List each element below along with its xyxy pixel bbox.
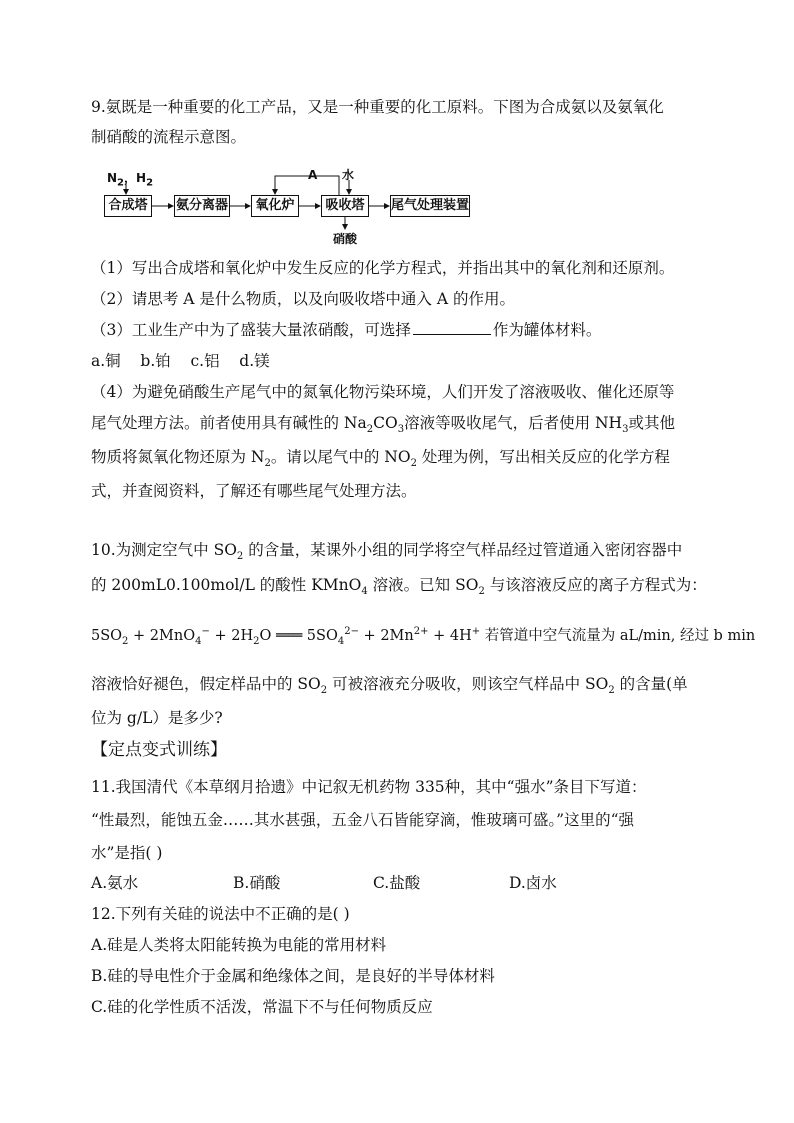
- q11-option-a[interactable]: A.氨水: [91, 874, 139, 892]
- q9-stem-line2: 制硝酸的流程示意图。: [91, 128, 247, 146]
- box-absorption-tower: 吸收塔: [321, 195, 369, 217]
- q12-option-b[interactable]: B.硅的导电性介于金属和绝缘体之间，是良好的半导体材料: [91, 967, 495, 985]
- q9-options: [91, 351, 270, 371]
- q9-option-d[interactable]: d.镁: [239, 352, 270, 370]
- q9-part1: （1）写出合成塔和氧化炉中发生反应的化学方程式，并指出其中的氧化剂和还原剂。: [91, 259, 675, 277]
- q9-option-c[interactable]: c.铝: [190, 352, 220, 370]
- label-a: A: [308, 168, 318, 182]
- q11-option-d[interactable]: D.卤水: [509, 874, 557, 892]
- q10-line1: 10.为测定空气中 $SO_2$ 的含量，某课外小组的同学将空气样品经过管道通入密闭容器中: [91, 541, 683, 563]
- q9-part4-line1: （4）为避免硝酸生产尾气中的氮氧化物污染环境，人们开发了溶液吸收、催化还原等: [91, 383, 675, 401]
- box-tail-gas-device: 尾气处理装置: [390, 195, 470, 217]
- diagram-arrows: [0, 0, 794, 260]
- q9-option-a[interactable]: a.铜: [91, 352, 121, 370]
- section-heading: 【定点变式训练】: [91, 740, 227, 760]
- q10-line5: 位为 g/L）是多少?: [91, 709, 223, 727]
- box-oxidation-furnace: 氧化炉: [251, 195, 299, 217]
- answer-blank[interactable]: [413, 320, 491, 335]
- q9-stem-line1: 9.氨既是一种重要的化工产品，又是一种重要的化工原料。下图为合成氨以及氨氧化: [91, 98, 664, 116]
- diagram-inputs: $N_2$，$H_2$: [107, 171, 154, 189]
- q11-line3: 水”是指( ): [91, 844, 163, 862]
- q11-line1: 11.我国清代《本草纲月拾遗》中记叙无机药物 335种，其中“强水”条目下写道：: [91, 778, 647, 796]
- q10-equation: $5SO_2 + 2MnO_4^- + 2H_2O$ ═══ $5SO_4^{2-} + 2Mn^{2+} + 4H^+$ 若管道中空气流量为 aL/min, 经过 b min: [91, 626, 756, 647]
- q9-part2: （2）请思考 A 是什么物质，以及向吸收塔中通入 A 的作用。: [91, 290, 515, 308]
- q10-line4: 溶液恰好褪色，假定样品中的 $SO_2$ 可被溶液充分吸收，则该空气样品中 $SO_2$ 的含量(单: [91, 675, 688, 697]
- q10-line2: 的 200mL0.100mol/L 的酸性 KMnO$_4$ 溶液。已知 $SO_2$ 与该溶液反应的离子方程式为：: [91, 576, 707, 598]
- q9-part3: （3）工业生产中为了盛装大量浓硝酸，可选择 作为罐体材料。: [91, 321, 602, 339]
- q9-option-b[interactable]: b.铂: [140, 352, 171, 370]
- q9-part4-line4: 式，并查阅资料，了解还有哪些尾气处理方法。: [91, 482, 417, 500]
- label-water: 水: [342, 168, 355, 182]
- q11-line2: “性最烈，能蚀五金……其水甚强，五金八石皆能穿滴，惟玻璃可盛。”这里的“强: [91, 811, 635, 829]
- q12-option-a[interactable]: A.硅是人类将太阳能转换为电能的常用材料: [91, 936, 387, 954]
- q11-option-c[interactable]: C.盐酸: [373, 874, 421, 892]
- q12-option-c[interactable]: C.硅的化学性质不活泼，常温下不与任何物质反应: [91, 998, 433, 1016]
- q9-part4-line2: 尾气处理方法。前者使用具有碱性的 $Na_2CO_3$溶液等吸收尾气，后者使用 $NH_3$或其他: [91, 414, 675, 436]
- q11-option-b[interactable]: B.硝酸: [233, 874, 281, 892]
- q9-part4-line3: 物质将氮氧化物还原为 $N_2$。请以尾气中的 $NO_2$ 处理为例，写出相关反应的化学方程: [91, 448, 670, 470]
- box-ammonia-separator: 氨分离器: [174, 195, 230, 217]
- q12-stem: 12.下列有关硅的说法中不正确的是( ): [91, 905, 350, 923]
- box-synthesis-tower: 合成塔: [104, 195, 152, 217]
- label-nitric-acid: 硝酸: [333, 232, 358, 246]
